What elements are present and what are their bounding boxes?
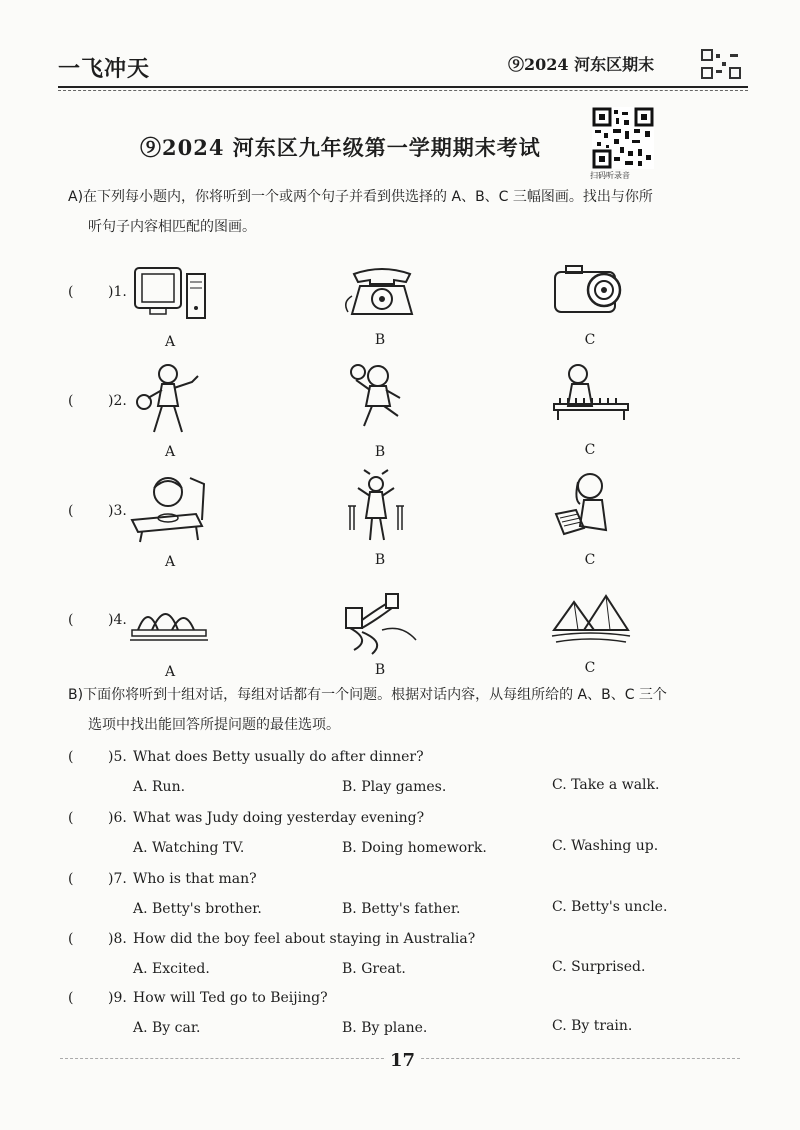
option-letter: A (164, 554, 176, 570)
answer-paren: ( (68, 871, 74, 887)
option-letter: A (164, 334, 176, 350)
section-b-instruction-line1: B)下面你将听到十组对话，每组对话都有一个问题。根据对话内容，从每组所给的 A、B、C 三个 (68, 687, 667, 703)
sydney-opera-house-picture (128, 596, 210, 642)
answer-paren: ( (68, 749, 74, 765)
choice-c: C. Washing up. (552, 838, 659, 854)
choice-a: A. Watching TV. (133, 840, 245, 856)
answer-paren: ( (68, 612, 74, 628)
option-letter: C (584, 660, 596, 676)
choice-c: C. By train. (552, 1018, 633, 1034)
telephone-picture (342, 266, 422, 318)
header-rule (58, 86, 748, 88)
section-a-instruction-line2: 听句子内容相匹配的图画。 (88, 219, 256, 235)
question-text: How did the boy feel about staying in Australia? (133, 931, 476, 947)
option-letter: C (584, 552, 596, 568)
option-letter: C (584, 332, 596, 348)
question-text: How will Ted go to Beijing? (133, 990, 328, 1006)
question-number: )8. (108, 931, 127, 947)
camera-picture (552, 260, 632, 318)
choice-c: C. Take a walk. (552, 777, 660, 793)
question-number: )3. (108, 503, 127, 519)
option-letter: A (164, 444, 176, 460)
header-exam-label: ⑨2024 河东区期末 (508, 55, 655, 74)
question-number: )4. (108, 612, 127, 628)
question-number: )7. (108, 871, 127, 887)
option-letter: C (584, 442, 596, 458)
answer-paren: ( (68, 284, 74, 300)
section-b-instruction-line2: 选项中找出能回答所提问题的最佳选项。 (88, 717, 340, 733)
choice-b: B. Doing homework. (342, 840, 487, 856)
option-letter: B (374, 662, 386, 678)
girl-playing-piano-picture (552, 362, 632, 422)
question-number: )2. (108, 393, 127, 409)
choice-b: B. Betty's father. (342, 901, 461, 917)
question-text: What was Judy doing yesterday evening? (133, 810, 425, 826)
computer-picture (132, 264, 212, 324)
answer-paren: ( (68, 931, 74, 947)
answer-paren: ( (68, 990, 74, 1006)
boy-playing-basketball-picture (132, 362, 212, 438)
choice-a: A. Excited. (133, 961, 210, 977)
header-dashed-rule (58, 90, 748, 91)
answer-paren: ( (68, 503, 74, 519)
choice-a: A. Betty's brother. (133, 901, 262, 917)
page-number: 17 (386, 1050, 419, 1071)
pyramids-picture (550, 592, 632, 644)
option-letter: B (374, 444, 386, 460)
great-wall-picture (342, 590, 418, 656)
qr-caption: 扫码听录音 (590, 171, 630, 180)
girl-kicking-ball-picture (342, 360, 418, 436)
girl-reading-book-picture (550, 470, 620, 544)
choice-b: B. Great. (342, 961, 406, 977)
option-letter: B (374, 332, 386, 348)
choice-a: A. By car. (133, 1020, 201, 1036)
question-text: Who is that man? (133, 871, 257, 887)
small-qr-icon (700, 48, 742, 80)
choice-b: B. Play games. (342, 779, 447, 795)
choice-a: A. Run. (133, 779, 186, 795)
exam-title: ⑨2024 河东区九年级第一学期期末考试 (140, 135, 541, 160)
option-letter: B (374, 552, 386, 568)
girl-dancing-picture (346, 470, 406, 546)
question-number: )9. (108, 990, 127, 1006)
girl-eating-at-table-picture (130, 474, 210, 544)
question-text: What does Betty usually do after dinner? (133, 749, 424, 765)
brand-logo-text: 一飞冲天 (58, 57, 151, 82)
answer-paren: ( (68, 393, 74, 409)
question-number: )6. (108, 810, 127, 826)
choice-b: B. By plane. (342, 1020, 428, 1036)
question-number: )5. (108, 749, 127, 765)
section-a-instruction-line1: A)在下列每小题内，你将听到一个或两个句子并看到供选择的 A、B、C 三幅图画。找出与你所 (68, 189, 653, 205)
qr-code-icon (592, 107, 654, 169)
choice-c: C. Betty's uncle. (552, 899, 668, 915)
question-number: )1. (108, 284, 127, 300)
answer-paren: ( (68, 810, 74, 826)
option-letter: A (164, 664, 176, 680)
choice-c: C. Surprised. (552, 959, 646, 975)
